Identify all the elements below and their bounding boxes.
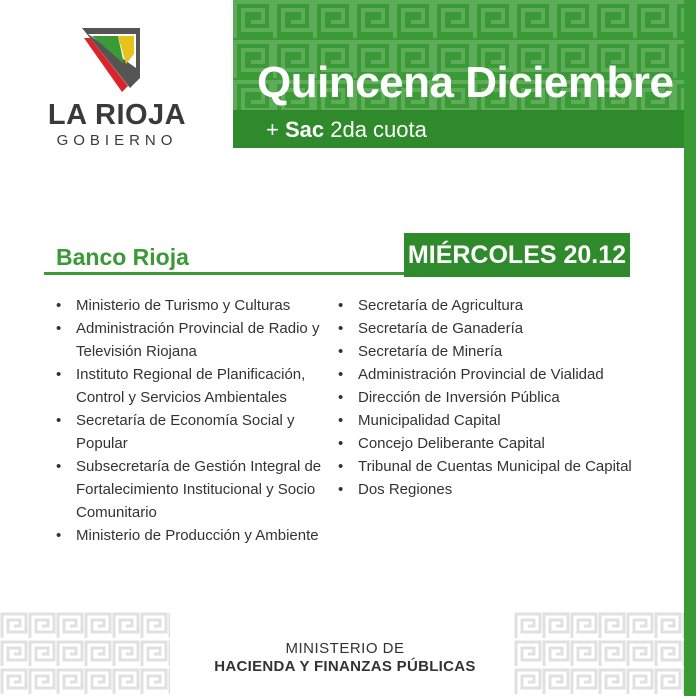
logo-text xyxy=(42,100,192,149)
agency-list-item: • Secretaría de Economía Social y Popular xyxy=(54,409,339,455)
bank-name: Banco Rioja xyxy=(56,244,189,270)
agency-list-item: • Administración Provincial de Vialidad xyxy=(336,363,636,386)
agency-list-item: • Concejo Deliberante Capital xyxy=(336,432,636,455)
payment-date-badge: MIÉRCOLES 20.12 xyxy=(404,233,630,277)
agency-list-item: • Ministerio de Producción y Ambiente xyxy=(54,524,339,547)
right-border xyxy=(684,0,696,696)
agency-list-item: • Tribunal de Cuentas Municipal de Capital xyxy=(336,455,636,478)
agency-list-item: • Dirección de Inversión Pública xyxy=(336,386,636,409)
agency-list-item: • Subsecretaría de Gestión Integral de Fortalecimiento Institucional y Socio Comunitario xyxy=(54,455,339,524)
ministry-line-2: HACIENDA Y FINANZAS PÚBLICAS xyxy=(214,658,476,675)
agency-list-left xyxy=(54,294,339,547)
ministry-footer xyxy=(180,640,510,675)
bank-divider xyxy=(44,272,406,275)
agency-list-item: • Administración Provincial de Radio y Televisión Riojana xyxy=(54,317,339,363)
page-subtitle: + Sac 2da cuota xyxy=(266,117,427,142)
agency-list-item: • Secretaría de Ganadería xyxy=(336,317,636,340)
ministry-line-1: MINISTERIO DE xyxy=(285,640,405,657)
footer-pattern-left xyxy=(0,612,170,696)
footer-pattern-right xyxy=(514,612,684,696)
agency-list-right xyxy=(336,294,636,501)
agency-list-item: • Instituto Regional de Planificación, Control y Servicios Ambientales xyxy=(54,363,339,409)
agency-list-item: • Ministerio de Turismo y Culturas xyxy=(54,294,339,317)
logo-name: LA RIOJA xyxy=(47,99,187,131)
la-rioja-logo-icon xyxy=(78,24,144,94)
page-title: Quincena Diciembre xyxy=(257,58,674,107)
agency-list-item: • Dos Regiones xyxy=(336,478,636,501)
agency-list-item: • Secretaría de Agricultura xyxy=(336,294,636,317)
logo-subtitle: GOBIERNO xyxy=(56,132,178,149)
agency-list-item: • Municipalidad Capital xyxy=(336,409,636,432)
agency-list-item: • Secretaría de Minería xyxy=(336,340,636,363)
